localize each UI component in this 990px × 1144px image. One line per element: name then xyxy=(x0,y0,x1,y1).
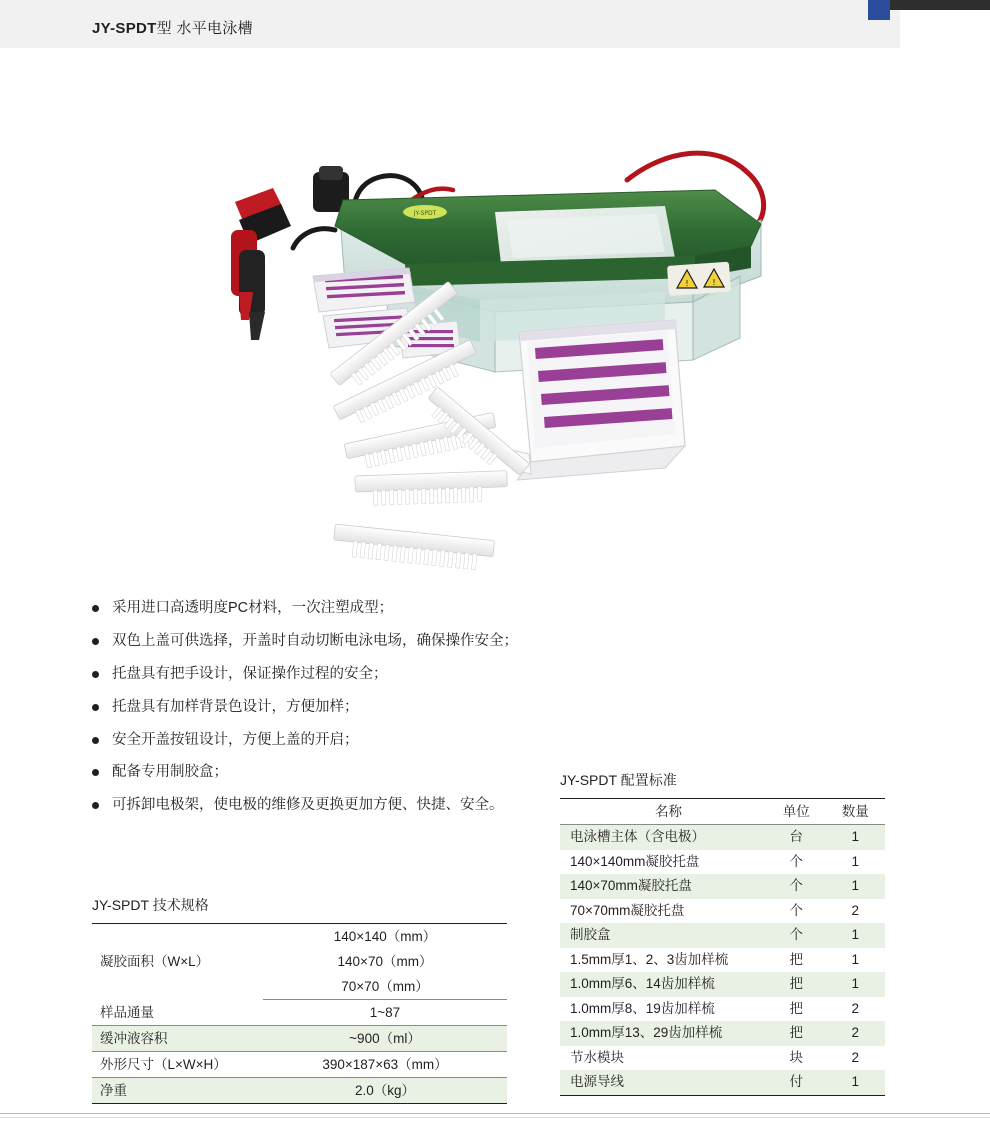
item-qty: 1 xyxy=(851,829,860,844)
spec-value: 140×140（mm） xyxy=(333,929,437,944)
item-name: 1.5mm厚1、2、3齿加样梳 xyxy=(570,951,729,967)
item-name: 节水模块 xyxy=(570,1049,624,1065)
item-qty: 1 xyxy=(851,1074,860,1089)
banana-plug-connectors xyxy=(231,188,291,340)
spec-table xyxy=(92,923,507,1104)
table-row xyxy=(560,1046,885,1071)
item-unit: 把 xyxy=(789,1025,803,1040)
configuration-block xyxy=(560,770,885,1096)
product-photo xyxy=(195,80,795,590)
item-name: 1.0mm厚8、19齿加样梳 xyxy=(570,1000,715,1016)
spec-value: 70×70（mm） xyxy=(263,974,507,1000)
item-unit: 把 xyxy=(789,976,803,991)
item-unit: 把 xyxy=(789,951,803,967)
spec-value: 390×187×63（mm） xyxy=(263,1052,507,1078)
bullet-icon xyxy=(92,737,99,744)
table-row xyxy=(560,948,885,973)
table-row xyxy=(560,972,885,997)
item-name: 电源导线 xyxy=(570,1074,624,1089)
table-row xyxy=(92,1026,507,1052)
item-name: 140×70mm凝胶托盘 xyxy=(570,878,692,893)
table-row xyxy=(560,899,885,924)
item-qty: 2 xyxy=(851,1000,860,1016)
item-qty: 2 xyxy=(851,902,860,918)
item-name: 制胶盒 xyxy=(570,927,611,942)
bullet-icon xyxy=(92,769,99,776)
spec-value: 1~87 xyxy=(263,1000,507,1026)
header-unit: 单位 xyxy=(767,799,826,825)
header-qty: 数量 xyxy=(826,799,885,825)
item-qty: 1 xyxy=(851,878,860,893)
item-qty: 1 xyxy=(851,976,860,991)
spec-label: 外形尺寸（L×W×H） xyxy=(92,1052,263,1078)
bullet-icon xyxy=(92,671,99,678)
table-row xyxy=(560,1021,885,1046)
spec-value: 2.0（kg） xyxy=(354,1083,416,1098)
item-name: 电泳槽主体（含电极） xyxy=(570,829,705,844)
table-row xyxy=(92,924,507,950)
feature-list xyxy=(92,600,562,830)
bullet-icon xyxy=(92,704,99,711)
list-item xyxy=(92,764,562,781)
feature-text: 配备专用制胶盒； xyxy=(112,764,228,781)
table-row xyxy=(560,874,885,899)
list-item xyxy=(92,666,562,683)
page-title xyxy=(92,17,253,38)
warning-label xyxy=(667,262,731,296)
item-name: 1.0mm厚13、29齿加样梳 xyxy=(570,1025,723,1040)
spec-label: 净重 xyxy=(100,1083,127,1098)
table-header-row xyxy=(560,799,885,825)
spec-label: 凝胶面积（W×L） xyxy=(100,954,210,970)
product-title-suffix: 型 水平电泳槽 xyxy=(156,20,253,37)
svg-text:!: ! xyxy=(712,278,716,287)
item-unit: 个 xyxy=(789,878,803,893)
item-unit: 个 xyxy=(789,902,803,918)
feature-text: 托盘具有加样背景色设计，方便加样； xyxy=(112,698,359,715)
list-item xyxy=(92,699,562,716)
bullet-icon xyxy=(92,605,99,612)
list-item xyxy=(92,797,562,814)
item-unit: 个 xyxy=(789,927,803,942)
product-model: JY-SPDT xyxy=(92,20,157,37)
bullet-icon xyxy=(92,638,99,645)
spec-label: 缓冲液容积 xyxy=(92,1026,263,1052)
spec-label: 样品通量 xyxy=(92,1000,263,1026)
table-row xyxy=(560,997,885,1022)
list-item xyxy=(92,633,562,650)
header-name: 名称 xyxy=(560,799,767,825)
list-item xyxy=(92,600,562,617)
feature-text: 安全开盖按钮设计，方便上盖的开启； xyxy=(112,731,359,748)
table-row xyxy=(560,825,885,850)
svg-text:!: ! xyxy=(685,279,689,288)
feature-text: 可拆卸电极架，使电极的维修及更换更加方便、快捷、安全。 xyxy=(112,797,504,814)
footer-divider-secondary xyxy=(0,1117,990,1118)
item-unit: 台 xyxy=(789,829,803,844)
table-row xyxy=(560,850,885,875)
gel-tray-large xyxy=(511,320,685,480)
footer-divider xyxy=(0,1113,990,1114)
table-row xyxy=(92,1078,507,1104)
feature-text: 托盘具有把手设计，保证操作过程的安全； xyxy=(112,665,388,682)
item-unit: 个 xyxy=(789,853,803,869)
list-item xyxy=(92,732,562,749)
page-header xyxy=(0,0,990,48)
item-name: 70×70mm凝胶托盘 xyxy=(570,902,685,918)
header-dark-accent xyxy=(890,0,990,10)
header-blue-accent xyxy=(868,0,890,20)
table-row xyxy=(92,1052,507,1078)
item-unit: 把 xyxy=(789,1000,803,1016)
item-qty: 1 xyxy=(851,951,860,967)
bullet-icon xyxy=(92,802,99,809)
item-unit: 付 xyxy=(789,1074,803,1089)
table-row xyxy=(560,1070,885,1095)
technical-specs-block xyxy=(92,895,507,1104)
spec-value: ~900（ml） xyxy=(263,1026,507,1052)
table-row xyxy=(92,1000,507,1026)
item-qty: 1 xyxy=(851,927,860,942)
config-table-caption: JY-SPDT 配置标准 xyxy=(560,772,677,788)
item-qty: 2 xyxy=(851,1025,860,1040)
item-name: 140×140mm凝胶托盘 xyxy=(570,853,700,869)
feature-text: 采用进口高透明度PC材料，一次注塑成型； xyxy=(112,600,394,616)
item-qty: 2 xyxy=(851,1049,860,1065)
table-row xyxy=(560,923,885,948)
item-name: 1.0mm厚6、14齿加样梳 xyxy=(570,976,715,991)
feature-text: 双色上盖可供选择，开盖时自动切断电泳电场，确保操作安全； xyxy=(112,632,518,649)
svg-text:JY-SPDT: JY-SPDT xyxy=(413,210,437,217)
item-unit: 块 xyxy=(789,1049,803,1065)
spec-table-caption: JY-SPDT 技术规格 xyxy=(92,897,209,913)
item-qty: 1 xyxy=(851,853,860,869)
config-table xyxy=(560,798,885,1096)
spec-value: 140×70（mm） xyxy=(337,954,433,969)
